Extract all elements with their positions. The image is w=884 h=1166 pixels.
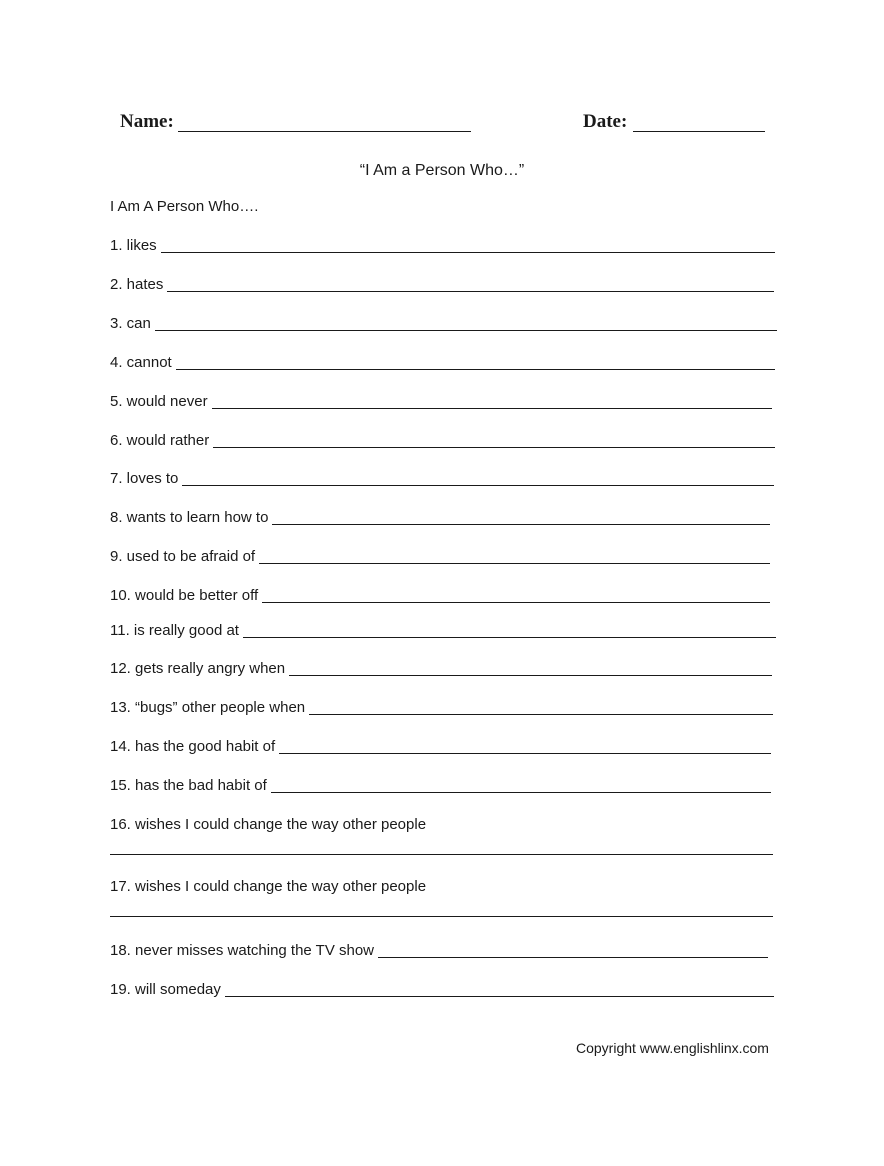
answer-line[interactable] (167, 291, 774, 292)
answer-line[interactable] (378, 957, 768, 958)
answer-line[interactable] (155, 330, 777, 331)
answer-line[interactable] (309, 714, 773, 715)
prompt-row (110, 312, 777, 334)
name-field[interactable] (178, 131, 471, 132)
answer-line[interactable] (279, 753, 771, 754)
prompt-row (110, 619, 776, 641)
prompt-label: 3. can (110, 315, 151, 332)
prompt-label: 11. is really good at (110, 622, 239, 639)
answer-line[interactable] (289, 675, 772, 676)
answer-line[interactable] (110, 916, 773, 917)
prompt-label: 18. never misses watching the TV show (110, 942, 375, 959)
date-field[interactable] (633, 131, 765, 132)
prompt-label: 13. “bugs” other people when (110, 699, 306, 716)
prompt-row (110, 429, 775, 451)
answer-line[interactable] (271, 792, 771, 793)
header-row (0, 110, 884, 138)
prompt-row (110, 939, 768, 961)
prompt-row (110, 545, 770, 567)
prompt-label: 19. will someday (110, 981, 221, 998)
answer-line[interactable] (272, 524, 770, 525)
prompt-label: 15. has the bad habit of (110, 777, 267, 794)
prompt-label: 12. gets really angry when (110, 660, 286, 677)
prompt-row (110, 506, 770, 528)
copyright-text: Copyright www.englishlinx.com (576, 1040, 769, 1056)
prompt-row (110, 390, 772, 412)
answer-line[interactable] (259, 563, 770, 564)
intro-text: I Am A Person Who…. (110, 198, 259, 215)
answer-line[interactable] (182, 485, 774, 486)
prompt-row (110, 875, 773, 897)
prompt-label: 6. would rather (110, 432, 210, 449)
worksheet-title: “I Am a Person Who…” (359, 162, 525, 179)
prompt-row (110, 657, 772, 679)
prompt-row (110, 273, 774, 295)
answer-line[interactable] (176, 369, 775, 370)
answer-line[interactable] (110, 854, 773, 855)
prompt-row (110, 234, 775, 256)
prompt-row (110, 735, 771, 757)
prompt-row (110, 696, 773, 718)
prompt-label: 1. likes (110, 237, 157, 254)
prompt-label: 14. has the good habit of (110, 738, 276, 755)
prompt-row (110, 351, 775, 373)
prompt-label: 8. wants to learn how to (110, 509, 269, 526)
prompt-label: 17. wishes I could change the way other people (110, 878, 427, 895)
prompt-row (110, 978, 774, 1000)
prompt-label: 4. cannot (110, 354, 172, 371)
answer-line[interactable] (225, 996, 774, 997)
answer-line[interactable] (213, 447, 775, 448)
prompt-label: 10. would be better off (110, 587, 259, 604)
answer-line[interactable] (243, 637, 776, 638)
prompt-row (110, 584, 770, 606)
prompt-label: 16. wishes I could change the way other people (110, 816, 427, 833)
answer-line[interactable] (212, 408, 772, 409)
prompt-row (110, 813, 773, 835)
prompt-label: 2. hates (110, 276, 164, 293)
answer-line[interactable] (262, 602, 770, 603)
prompt-label: 5. would never (110, 393, 208, 410)
prompt-row (110, 774, 771, 796)
date-label: Date: (583, 111, 628, 132)
prompt-row (110, 467, 774, 489)
name-label: Name: (120, 111, 174, 132)
prompt-label: 9. used to be afraid of (110, 548, 256, 565)
answer-line[interactable] (161, 252, 775, 253)
prompt-label: 7. loves to (110, 470, 179, 487)
